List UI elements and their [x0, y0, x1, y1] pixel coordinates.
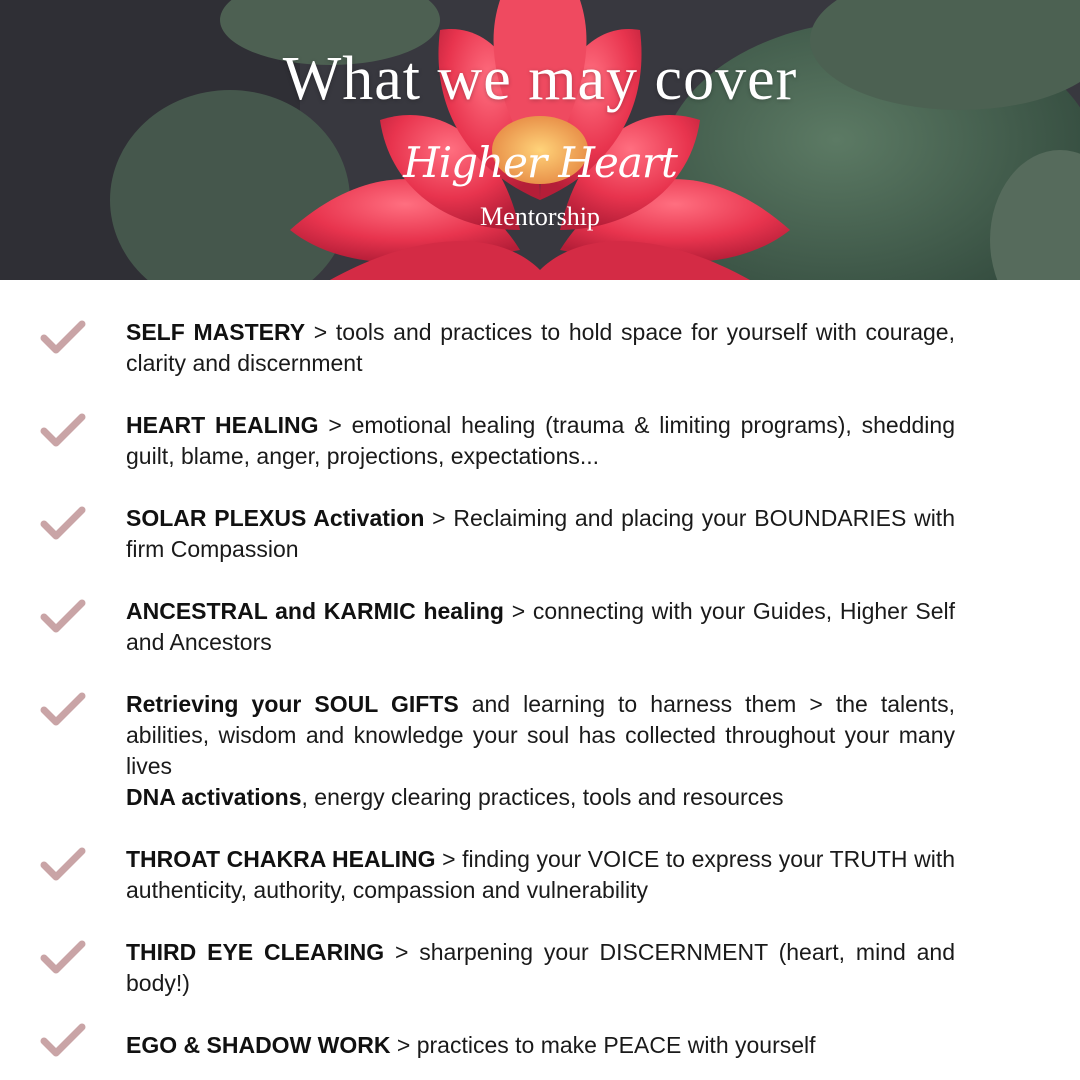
check-icon — [40, 1023, 86, 1059]
check-icon — [40, 692, 86, 728]
list-item-text — [126, 844, 955, 906]
check-icon — [40, 320, 86, 356]
item-heading: THIRD EYE CLEARING — [126, 939, 385, 965]
list-item-text — [126, 317, 955, 379]
item-description: > practices to make PEACE with yourself — [390, 1032, 816, 1058]
page-title: What we may cover — [282, 45, 798, 113]
check-icon — [40, 413, 86, 449]
list-item-text — [126, 596, 955, 658]
logo-subtitle: Mentorship — [480, 202, 600, 231]
check-icon — [40, 847, 86, 883]
header-banner — [0, 0, 1080, 280]
list-item-text — [126, 1030, 955, 1061]
item-description: and learning to harness them > the talents, abilities, wisdom and knowledge your soul has collected throughout your many lives — [126, 691, 955, 779]
item-heading: HEART HEALING — [126, 412, 319, 438]
check-icon — [40, 506, 86, 542]
coverage-list — [0, 280, 1080, 1080]
item-heading: THROAT CHAKRA HEALING — [126, 846, 436, 872]
item-heading: EGO & SHADOW WORK — [126, 1032, 391, 1058]
list-item-text — [126, 689, 955, 813]
list-item-text — [126, 410, 955, 472]
logo-script-text: Higher Heart — [403, 138, 677, 187]
item-description: > sharpening your DISCERNMENT (heart, mind and body!) — [126, 939, 955, 996]
item-description: > Reclaiming and placing your BOUNDARIES with firm Compassion — [126, 505, 955, 562]
item-heading: ANCESTRAL and KARMIC healing — [126, 598, 504, 624]
item-description: > tools and practices to hold space for yourself with courage, clarity and discernment — [126, 319, 955, 376]
item-heading: SELF MASTERY — [126, 319, 306, 345]
item-subdescription: , energy clearing practices, tools and resources — [301, 784, 784, 810]
list-item-text — [126, 503, 955, 565]
check-icon — [40, 940, 86, 976]
item-heading: SOLAR PLEXUS Activation — [126, 505, 425, 531]
list-item-text — [126, 937, 955, 999]
item-description: > finding your VOICE to express your TRUTH with authenticity, authority, compassion and vulnerability — [126, 846, 955, 903]
check-icon — [40, 599, 86, 635]
item-description: > connecting with your Guides, Higher Self and Ancestors — [126, 598, 955, 655]
item-heading: Retrieving your SOUL GIFTS — [126, 691, 459, 717]
item-description: > emotional healing (trauma & limiting programs), shedding guilt, blame, anger, projections, expectations... — [126, 412, 955, 469]
item-subheading: DNA activations — [126, 784, 302, 810]
